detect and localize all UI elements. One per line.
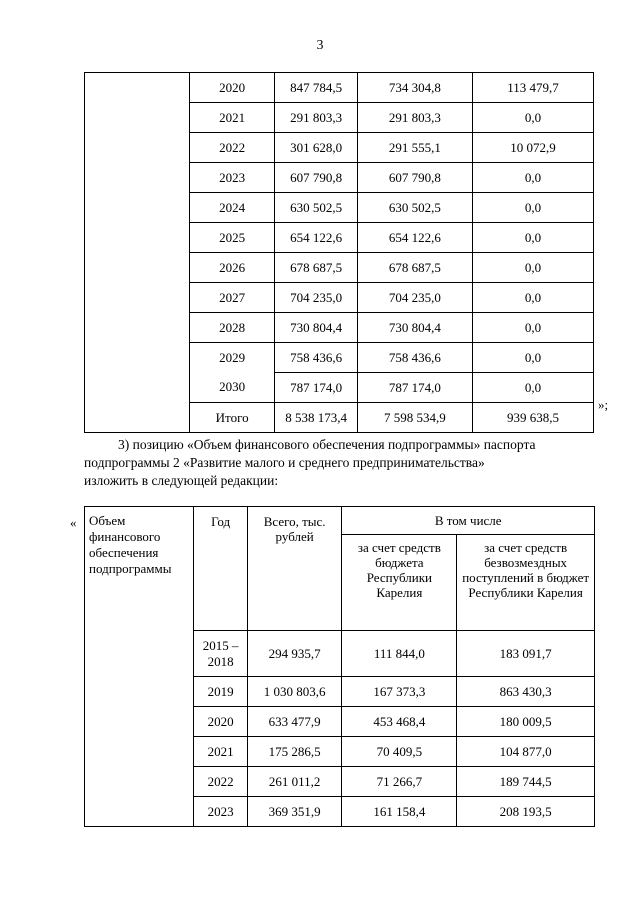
total-cell: 730 804,4 bbox=[275, 313, 357, 343]
total-cell: 1 030 803,6 bbox=[247, 677, 342, 707]
total-cell: 630 502,5 bbox=[275, 193, 357, 223]
grants-cell: 180 009,5 bbox=[457, 707, 595, 737]
grants-cell: 0,0 bbox=[472, 223, 593, 253]
grants-cell: 0,0 bbox=[472, 343, 593, 373]
year-cell: 2027 bbox=[189, 283, 274, 313]
grants-cell: 0,0 bbox=[472, 253, 593, 283]
amendment-paragraph bbox=[84, 436, 595, 490]
total-cell: 261 011,2 bbox=[247, 767, 342, 797]
group-header: В том числе bbox=[342, 507, 595, 535]
year-cell: 2020 bbox=[189, 73, 274, 103]
grants-cell: 183 091,7 bbox=[457, 631, 595, 677]
budget-cell: 161 158,4 bbox=[342, 797, 457, 827]
total-cell: 175 286,5 bbox=[247, 737, 342, 767]
budget-cell: 654 122,6 bbox=[357, 223, 472, 253]
total-cell: 847 784,5 bbox=[275, 73, 357, 103]
year-cell: 2023 bbox=[194, 797, 247, 827]
year-cell: 2021 bbox=[189, 103, 274, 133]
budget-cell: 167 373,3 bbox=[342, 677, 457, 707]
subprogram-funding-table bbox=[84, 506, 595, 827]
total-cell: 654 122,6 bbox=[275, 223, 357, 253]
budget-cell: 291 803,3 bbox=[357, 103, 472, 133]
year-cell: 2019 bbox=[194, 677, 247, 707]
table1-closing-mark: »; bbox=[598, 397, 609, 412]
table2-opening-mark: « bbox=[70, 515, 77, 530]
grants-total-cell: 939 638,5 bbox=[472, 403, 593, 433]
budget-cell: 730 804,4 bbox=[357, 313, 472, 343]
budget-cell: 734 304,8 bbox=[357, 73, 472, 103]
grants-cell: 0,0 bbox=[472, 373, 593, 403]
year-cell: 2025 bbox=[189, 223, 274, 253]
grants-cell: 10 072,9 bbox=[472, 133, 593, 163]
total-cell: 633 477,9 bbox=[247, 707, 342, 737]
budget-cell: 630 502,5 bbox=[357, 193, 472, 223]
year-cell: 2021 bbox=[194, 737, 247, 767]
budget-cell: 607 790,8 bbox=[357, 163, 472, 193]
funding-table-continuation bbox=[84, 72, 594, 433]
year-cell: 2015 – 2018 bbox=[194, 631, 247, 677]
budget-cell: 291 555,1 bbox=[357, 133, 472, 163]
year-cell: 2022 bbox=[194, 767, 247, 797]
year-header: Год bbox=[194, 507, 247, 631]
table-row bbox=[85, 73, 594, 103]
total-header: Всего, тыс. рублей bbox=[247, 507, 342, 631]
year-cell: 2026 bbox=[189, 253, 274, 283]
budget-cell: 111 844,0 bbox=[342, 631, 457, 677]
grants-cell: 208 193,5 bbox=[457, 797, 595, 827]
total-cell: 787 174,0 bbox=[275, 373, 357, 403]
year-cell: 2020 bbox=[194, 707, 247, 737]
page-number: 3 bbox=[316, 38, 324, 53]
total-label-cell: Итого bbox=[189, 403, 274, 433]
funding-label-cell: Объем финансового обеспечения подпрограммы bbox=[85, 507, 194, 827]
year-cell: 2022 bbox=[189, 133, 274, 163]
grants-cell: 113 479,7 bbox=[472, 73, 593, 103]
total-cell: 294 935,7 bbox=[247, 631, 342, 677]
grants-cell: 0,0 bbox=[472, 193, 593, 223]
total-cell: 758 436,6 bbox=[275, 343, 357, 373]
grants-cell: 189 744,5 bbox=[457, 767, 595, 797]
paragraph-line-2: подпрограммы 2 «Развитие малого и среднего предпринимательства» bbox=[84, 455, 485, 470]
label-column-cell bbox=[85, 73, 190, 433]
total-cell: 369 351,9 bbox=[247, 797, 342, 827]
grants-cell: 0,0 bbox=[472, 283, 593, 313]
budget-header: за счет средств бюджета Республики Карелия bbox=[342, 535, 457, 631]
budget-cell: 70 409,5 bbox=[342, 737, 457, 767]
total-cell: 607 790,8 bbox=[275, 163, 357, 193]
paragraph-line-1: 3) позицию «Объем финансового обеспечения подпрограммы» паспорта bbox=[118, 437, 536, 452]
budget-total-cell: 7 598 534,9 bbox=[357, 403, 472, 433]
budget-cell: 758 436,6 bbox=[357, 343, 472, 373]
total-cell: 291 803,3 bbox=[275, 103, 357, 133]
grants-cell: 0,0 bbox=[472, 163, 593, 193]
year-cell: 2028 bbox=[189, 313, 274, 343]
grand-total-cell: 8 538 173,4 bbox=[275, 403, 357, 433]
budget-cell: 678 687,5 bbox=[357, 253, 472, 283]
year-cell: 2024 bbox=[189, 193, 274, 223]
year-cell: 2030 bbox=[189, 373, 274, 403]
grants-cell: 104 877,0 bbox=[457, 737, 595, 767]
year-cell: 2023 bbox=[189, 163, 274, 193]
budget-cell: 71 266,7 bbox=[342, 767, 457, 797]
grants-cell: 0,0 bbox=[472, 313, 593, 343]
year-cell: 2029 bbox=[189, 343, 274, 373]
budget-cell: 453 468,4 bbox=[342, 707, 457, 737]
grants-header: за счет средств безвозмездных поступлений в бюджет Республики Карелия bbox=[457, 535, 595, 631]
budget-cell: 704 235,0 bbox=[357, 283, 472, 313]
grants-cell: 863 430,3 bbox=[457, 677, 595, 707]
grants-cell: 0,0 bbox=[472, 103, 593, 133]
total-cell: 301 628,0 bbox=[275, 133, 357, 163]
total-cell: 704 235,0 bbox=[275, 283, 357, 313]
total-cell: 678 687,5 bbox=[275, 253, 357, 283]
paragraph-line-3: изложить в следующей редакции: bbox=[84, 473, 279, 488]
budget-cell: 787 174,0 bbox=[357, 373, 472, 403]
